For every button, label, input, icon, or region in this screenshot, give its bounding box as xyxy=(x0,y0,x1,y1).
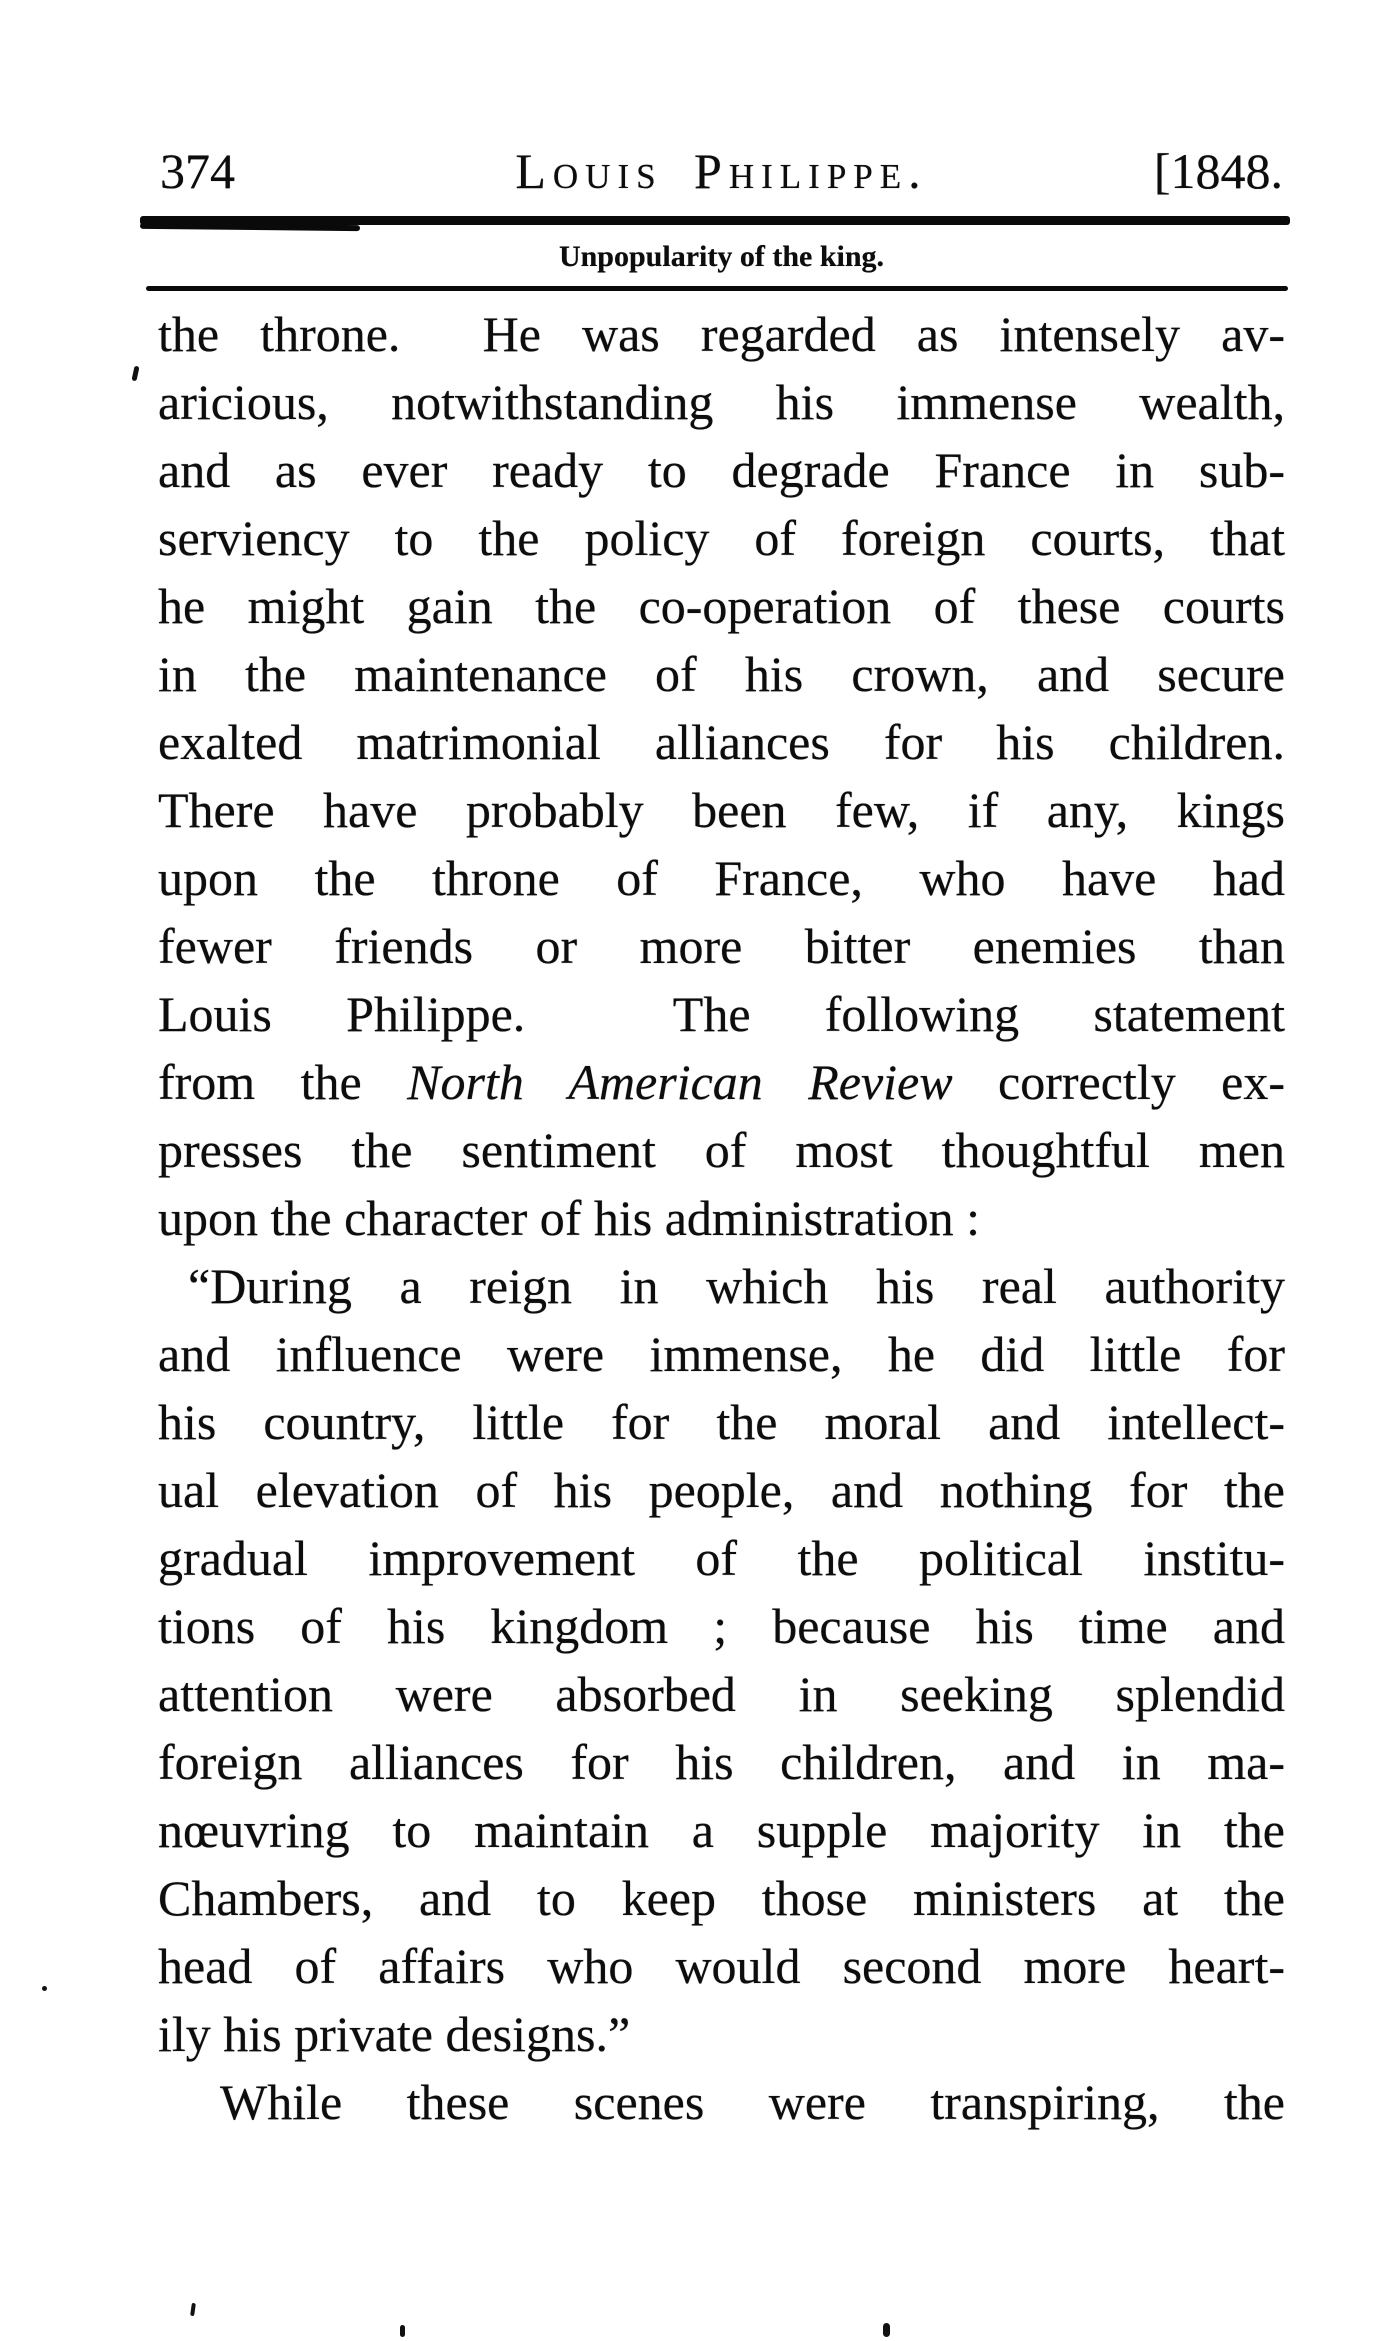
body-text-segment: correctly ex- xyxy=(952,1054,1285,1110)
body-text-segment: “During a reign in which his real authority xyxy=(188,1258,1285,1314)
header-rule-thick xyxy=(140,216,1290,225)
text-line xyxy=(158,980,1285,1048)
body-text-segment: and influence were immense, he did little for xyxy=(158,1326,1285,1382)
ink-speck xyxy=(131,366,139,382)
body-text-segment: aricious, notwithstanding his immense wealth, xyxy=(158,374,1285,430)
body-text-segment: foreign alliances for his children, and in ma- xyxy=(158,1734,1285,1790)
body-text-segment: nœuvring to maintain a supple majority in the xyxy=(158,1802,1285,1858)
body-text-segment: There have probably been few, if any, kings xyxy=(158,782,1285,838)
ink-speck xyxy=(883,2323,890,2337)
chapter-running-head: Unpopularity of the king. xyxy=(558,240,885,273)
body-text-segment: in the maintenance of his crown, and secure xyxy=(158,646,1285,702)
ink-speck xyxy=(190,2303,196,2316)
text-line xyxy=(158,1660,1285,1728)
body-text-segment: and as ever ready to degrade France in sub- xyxy=(158,442,1285,498)
text-line xyxy=(158,436,1285,504)
body-text-segment: he might gain the co-operation of these courts xyxy=(158,578,1285,634)
text-line xyxy=(158,1796,1285,1864)
text-line xyxy=(158,1592,1285,1660)
text-line xyxy=(158,1932,1285,2000)
text-line xyxy=(158,1252,1285,1320)
text-line xyxy=(158,2068,1285,2136)
text-line xyxy=(158,776,1285,844)
body-text-segment: presses the sentiment of most thoughtful men xyxy=(158,1122,1285,1178)
text-line xyxy=(158,640,1285,708)
header-rule-thick-irregular-end xyxy=(140,223,360,231)
header-rule-thin xyxy=(146,286,1288,291)
body-text-segment: Chambers, and to keep those ministers at the xyxy=(158,1870,1285,1926)
body-text-segment: ily his private designs.” xyxy=(158,2006,631,2062)
body-text-segment: head of affairs who would second more heart- xyxy=(158,1938,1285,1994)
body-text-segment: upon the character of his administration : xyxy=(158,1190,980,1246)
text-line xyxy=(158,1524,1285,1592)
body-text-segment: serviency to the policy of foreign courts, that xyxy=(158,510,1285,566)
body-text-segment: gradual improvement of the political institu- xyxy=(158,1530,1285,1586)
text-line xyxy=(158,1320,1285,1388)
text-line xyxy=(158,844,1285,912)
text-line xyxy=(158,1864,1285,1932)
text-line xyxy=(158,368,1285,436)
ink-speck xyxy=(42,1986,47,1991)
book-running-title: Louis Philippe. xyxy=(515,143,928,199)
ink-speck xyxy=(400,2325,405,2337)
text-line xyxy=(158,912,1285,980)
text-line xyxy=(158,1456,1285,1524)
text-line xyxy=(158,1184,1285,1252)
year-marker: [1848. xyxy=(1153,143,1283,199)
page-number: 374 xyxy=(160,143,235,199)
text-line xyxy=(158,1388,1285,1456)
body-text-segment: upon the throne of France, who have had xyxy=(158,850,1285,906)
text-line xyxy=(158,300,1285,368)
text-line xyxy=(158,1048,1285,1116)
body-text-segment: ual elevation of his people, and nothing for the xyxy=(158,1462,1285,1518)
text-line xyxy=(158,1116,1285,1184)
body-text-segment: his country, little for the moral and intellect- xyxy=(158,1394,1285,1450)
body-text-segment: the throne. He was regarded as intensely av- xyxy=(158,306,1285,362)
text-line xyxy=(158,572,1285,640)
text-line xyxy=(158,504,1285,572)
body-text-segment: Louis Philippe. The following statement xyxy=(158,986,1285,1042)
body-text-segment: fewer friends or more bitter enemies than xyxy=(158,918,1285,974)
body-text-segment: While these scenes were transpiring, the xyxy=(220,2074,1285,2130)
text-line xyxy=(158,2000,1285,2068)
text-line xyxy=(158,708,1285,776)
body-text-segment: from the xyxy=(158,1054,408,1110)
italic-publication-title: North American Review xyxy=(407,1054,953,1110)
body-text-segment: exalted matrimonial alliances for his children. xyxy=(158,714,1285,770)
body-text-segment: attention were absorbed in seeking splendid xyxy=(158,1666,1285,1722)
text-line xyxy=(158,1728,1285,1796)
page-header xyxy=(0,138,1383,204)
body-text-block xyxy=(158,300,1285,2136)
body-text-segment: tions of his kingdom ; because his time and xyxy=(158,1598,1285,1654)
